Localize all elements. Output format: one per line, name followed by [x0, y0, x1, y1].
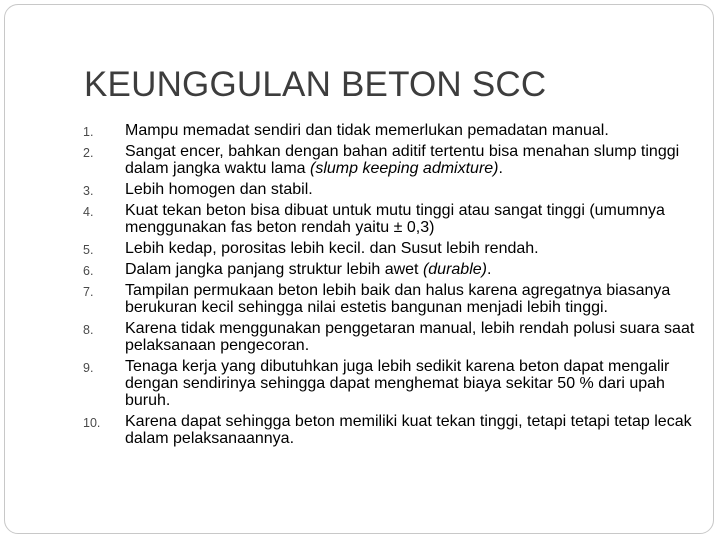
item-text-main: Tenaga kerja yang dibutuhkan juga lebih sedikit karena beton dapat mengalir dengan sendirinya sehingga dapat menghemat biaya sekitar 50 % dari upah buruh.	[125, 358, 670, 409]
item-text	[125, 143, 703, 177]
list-item	[83, 122, 703, 139]
item-number: 5.	[83, 243, 94, 257]
item-text-main: Karena tidak menggunakan penggetaran manual, lebih rendah polusi suara saat pelaksanaan pengecoran.	[125, 320, 695, 354]
list-item	[83, 320, 703, 354]
list-item	[83, 240, 703, 257]
item-number: 9.	[83, 361, 94, 375]
list-item	[83, 358, 703, 409]
item-text-main: Mampu memadat sendiri dan tidak memerlukan pemadatan manual.	[125, 122, 609, 139]
item-number: 6.	[83, 264, 94, 278]
item-text-italic: (slump keeping admixture)	[309, 160, 499, 177]
item-text-main: Karena dapat sehingga beton memiliki kuat tekan tinggi, tetapi tetapi tetap lecak dalam pelaksanaannya.	[125, 413, 692, 447]
list-item	[83, 261, 703, 278]
item-number: 3.	[83, 184, 94, 198]
item-text-main: Lebih homogen dan stabil.	[125, 181, 313, 198]
slide	[4, 4, 714, 534]
item-text	[125, 358, 703, 409]
item-number: 2.	[83, 146, 94, 160]
list-item	[83, 202, 703, 236]
item-number: 4.	[83, 205, 94, 219]
item-text	[125, 202, 703, 236]
item-text	[125, 240, 703, 257]
item-text-main: Tampilan permukaan beton lebih baik dan halus karena agregatnya biasanya berukuran kecil sehingga nilai estetis bangunan menjadi lebih tinggi.	[125, 282, 671, 316]
item-number: 10.	[83, 416, 101, 430]
item-text	[125, 320, 703, 354]
item-number: 7.	[83, 285, 94, 299]
advantages-list	[83, 122, 703, 451]
item-text	[125, 122, 703, 139]
item-text	[125, 413, 703, 447]
item-text-italic: (durable)	[422, 261, 487, 278]
item-text	[125, 261, 703, 278]
item-text-after: .	[486, 261, 492, 278]
slide-title: KEUNGGULAN BETON SCC	[84, 65, 547, 104]
list-item	[83, 181, 703, 198]
item-text-after: .	[498, 160, 503, 177]
item-text-main: Dalam jangka panjang struktur lebih awet	[125, 261, 423, 278]
item-text-main: Lebih kedap, porositas lebih kecil. dan Susut lebih rendah.	[125, 240, 539, 257]
list-item	[83, 413, 703, 447]
item-number: 1.	[83, 125, 94, 139]
item-text-main: Kuat tekan beton bisa dibuat untuk mutu tinggi atau sangat tinggi (umumnya menggunakan fas beton rendah yaitu ± 0,3)	[125, 202, 665, 236]
item-text-main: Sangat encer, bahkan dengan bahan aditif tertentu bisa menahan slump tinggi dalam jangka waktu lama	[125, 143, 680, 177]
list-item	[83, 143, 703, 177]
item-text	[125, 181, 703, 198]
list-item	[83, 282, 703, 316]
item-number: 8.	[83, 323, 94, 337]
item-text	[125, 282, 703, 316]
